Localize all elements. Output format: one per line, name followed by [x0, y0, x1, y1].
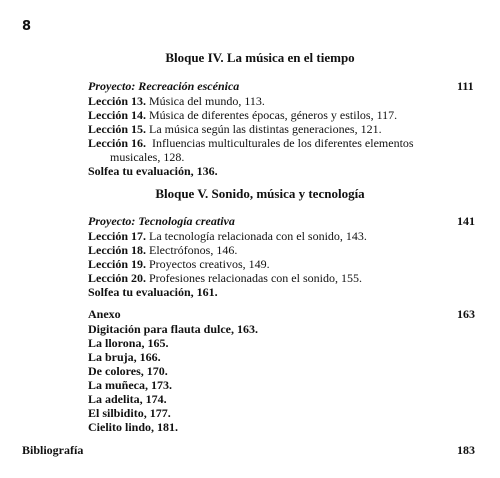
- lesson-label: Lección 15.: [88, 122, 146, 136]
- annex-item: [88, 420, 178, 435]
- evaluation-label: Solfea tu evaluación, 136.: [88, 164, 218, 178]
- lesson-text: La música según las distintas generaciones, 121.: [146, 122, 382, 136]
- lesson-text: Profesiones relacionadas con el sonido, 155.: [146, 271, 362, 285]
- lesson-label: Lección 20.: [88, 271, 146, 285]
- block-5-evaluation: [88, 285, 218, 300]
- lesson-label: Lección 13.: [88, 94, 146, 108]
- lesson-text: Influencias multiculturales de los diferentes elementos: [152, 136, 414, 150]
- annex-item: [88, 350, 161, 365]
- lesson-label: Lección 17.: [88, 229, 146, 243]
- block-5-title: Bloque V. Sonido, música y tecnología: [155, 186, 365, 201]
- block-4-project: [88, 79, 239, 94]
- evaluation-label: Solfea tu evaluación, 161.: [88, 285, 218, 299]
- lesson-label: Lección 19.: [88, 257, 146, 271]
- page-number: 8: [22, 19, 32, 34]
- block-4-evaluation: [88, 164, 218, 179]
- block-5-project-page: 141: [457, 214, 475, 228]
- annex-item-text: La bruja, 166.: [88, 350, 161, 364]
- bibliography-label: Bibliografía: [22, 443, 84, 457]
- annex-item-text: La muñeca, 173.: [88, 378, 172, 392]
- toc-entry: [88, 243, 237, 258]
- toc-entry: [88, 229, 367, 244]
- annex-item: [88, 378, 172, 393]
- lesson-text: Música del mundo, 113.: [146, 94, 265, 108]
- toc-entry-lesson-16: [88, 136, 414, 151]
- annex-item-text: El silbidito, 177.: [88, 406, 171, 420]
- annex-title: [88, 307, 121, 322]
- lesson-label: Lección 14.: [88, 108, 146, 122]
- annex-item: [88, 406, 171, 421]
- annex-item-text: De colores, 170.: [88, 364, 168, 378]
- annex-page: 163: [457, 307, 475, 321]
- annex-item: [88, 336, 168, 351]
- toc-entry: [88, 122, 382, 137]
- annex-item: [88, 322, 258, 337]
- toc-entry: [88, 257, 270, 272]
- bibliography-title: [22, 443, 83, 458]
- annex-item-text: Digitación para flauta dulce, 163.: [88, 322, 258, 336]
- bibliography-page: 183: [457, 443, 475, 457]
- block-4-title: Bloque IV. La música en el tiempo: [165, 50, 355, 65]
- project-title: Proyecto: Recreación escénica: [88, 79, 240, 93]
- block-5-project: [88, 214, 235, 229]
- lesson-16-continuation: musicales, 128.: [110, 150, 185, 164]
- lesson-label: Lección 18.: [88, 243, 146, 257]
- lesson-text: Proyectos creativos, 149.: [146, 257, 270, 271]
- toc-entry: [88, 108, 397, 123]
- lesson-label: Lección 16.: [88, 136, 146, 150]
- lesson-text: Electrófonos, 146.: [146, 243, 238, 257]
- annex-item: [88, 392, 167, 407]
- toc-entry: [88, 271, 362, 286]
- annex-item-text: Cielito lindo, 181.: [88, 420, 179, 434]
- annex-item: [88, 364, 168, 379]
- annex-label: Anexo: [88, 307, 121, 321]
- annex-item-text: La llorona, 165.: [88, 336, 169, 350]
- project-title: Proyecto: Tecnología creativa: [88, 214, 235, 228]
- annex-item-text: La adelita, 174.: [88, 392, 167, 406]
- toc-entry: [88, 94, 265, 109]
- lesson-text: La tecnología relacionada con el sonido, 143.: [146, 229, 367, 243]
- lesson-text: Música de diferentes épocas, géneros y estilos, 117.: [146, 108, 398, 122]
- block-4-project-page: 111: [457, 79, 474, 93]
